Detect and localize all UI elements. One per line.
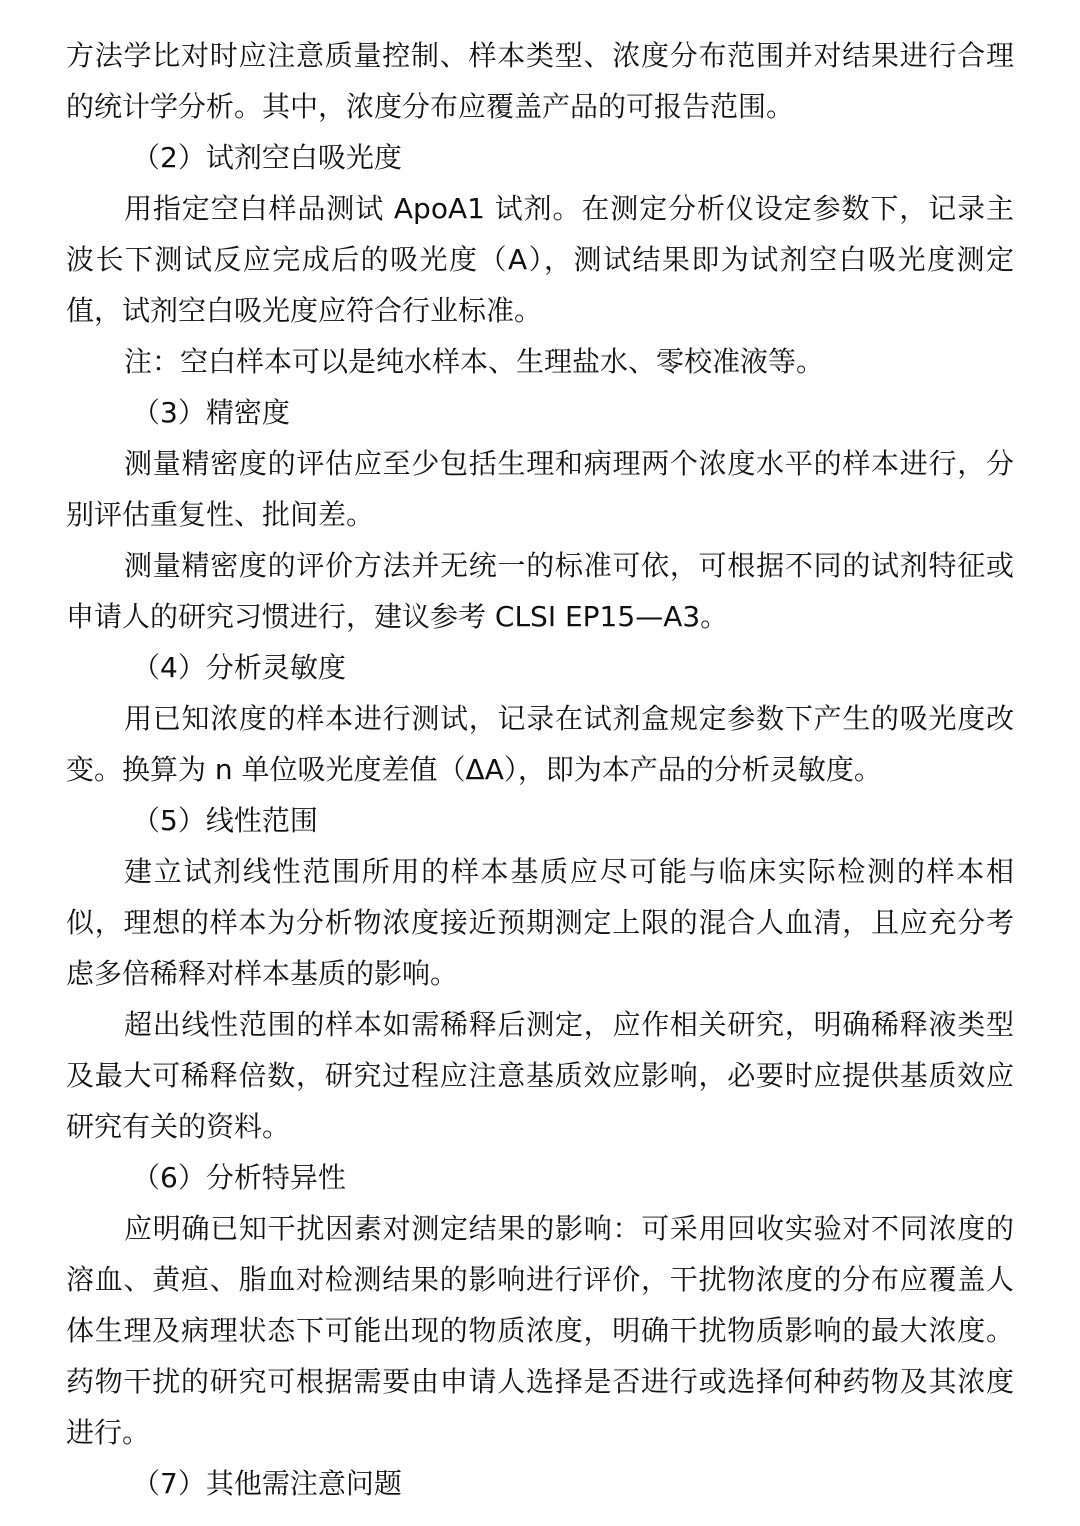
paragraph-sensitivity: 用已知浓度的样本进行测试，记录在试剂盒规定参数下产生的吸光度改变。换算为 n 单位吸光度差值（ΔA），即为本产品的分析灵敏度。 xyxy=(66,702,1014,786)
paragraph-reagent-blank: 用指定空白样品测试 ApoA1 试剂。在测定分析仪设定参数下，记录主波长下测试反应完成后的吸光度（A），测试结果即为试剂空白吸光度测定值，试剂空白吸光度应符合行业标准。 xyxy=(66,192,1014,327)
paragraph-precision-assessment: 测量精密度的评估应至少包括生理和病理两个浓度水平的样本进行，分别评估重复性、批间差。 xyxy=(66,447,1014,531)
paragraph-linearity-dilution: 超出线性范围的样本如需稀释后测定，应作相关研究，明确稀释液类型及最大可稀释倍数，研究过程应注意基质效应影响，必要时应提供基质效应研究有关的资料。 xyxy=(66,1008,1014,1143)
paragraph-precision-method: 测量精密度的评价方法并无统一的标准可依，可根据不同的试剂特征或申请人的研究习惯进行，建议参考 CLSI EP15—A3。 xyxy=(66,549,1014,633)
section-heading-specificity: （6）分析特异性 xyxy=(132,1161,346,1194)
section-heading-sensitivity: （4）分析灵敏度 xyxy=(132,651,346,684)
section-heading-reagent-blank: （2）试剂空白吸光度 xyxy=(132,141,402,174)
paragraph-blank-note: 注：空白样本可以是纯水样本、生理盐水、零校准液等。 xyxy=(124,345,825,378)
section-heading-linearity: （5）线性范围 xyxy=(132,804,318,837)
section-heading-precision: （3）精密度 xyxy=(132,396,290,429)
section-heading-other-issues: （7）其他需注意问题 xyxy=(132,1467,402,1500)
paragraph-specificity: 应明确已知干扰因素对测定结果的影响：可采用回收实验对不同浓度的溶血、黄疸、脂血对检测结果的影响进行评价，干扰物浓度的分布应覆盖人体生理及病理状态下可能出现的物质浓度，明确干扰物质影响的最大浓度。药物干扰的研究可根据需要由申请人选择是否进行或选择何种药物及其浓度进行。 xyxy=(66,1212,1014,1449)
paragraph-linearity-matrix: 建立试剂线性范围所用的样本基质应尽可能与临床实际检测的样本相似，理想的样本为分析物浓度接近预期测定上限的混合人血清，且应充分考虑多倍稀释对样本基质的影响。 xyxy=(66,855,1014,990)
paragraph-method-comparison: 方法学比对时应注意质量控制、样本类型、浓度分布范围并对结果进行合理的统计学分析。其中，浓度分布应覆盖产品的可报告范围。 xyxy=(66,39,1014,123)
